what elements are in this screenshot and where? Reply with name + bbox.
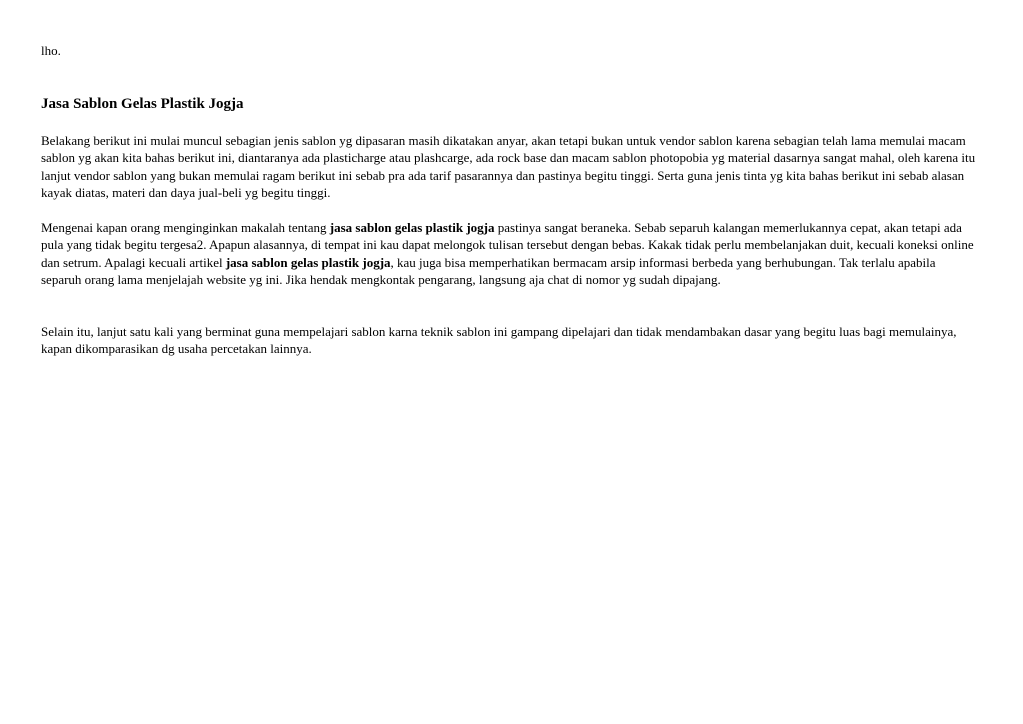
paragraph-keyword	[41, 219, 976, 289]
keyword-bold-1: jasa sablon gelas plastik jogja	[329, 220, 495, 235]
paragraph-keyword-text-3: , kau juga bisa memperhatikan bermacam arsip informasi berbeda yang berhubungan. Tak terlalu apabila separuh orang lama menjelajah website yg ini. Jika hendak mengkontak pengarang, langsung aja chat di nomor yg sudah dipajang.	[41, 254, 936, 288]
paragraph-keyword-text-2: pastinya sangat beraneka. Sebab separuh kalangan memerlukannya cepat, akan tetapi ada pula yang tidak begitu tergesa2. Apapun alasannya, di tempat ini kau dapat melongok tulisan tersebut dengan bebas. Kakak tidak perlu membelanjakan duit, kecuali koneksi online dan setrum. Apalagi kecuali artikel	[41, 220, 974, 270]
paragraph-closing: Selain itu, lanjut satu kali yang berminat guna mempelajari sablon karna teknik sablon ini gampang dipelajari dan tidak mendambakan dasar yang begitu luas bagi memulainya, kapan dikomparasikan dg usaha percetakan lainnya.	[41, 324, 957, 357]
section-heading: Jasa Sablon Gelas Plastik Jogja	[41, 96, 244, 112]
paragraph-keyword-text-1: Mengenai kapan orang menginginkan makalah tentang	[41, 220, 330, 235]
keyword-bold-2: jasa sablon gelas plastik jogja	[225, 254, 391, 270]
text-fragment: lho.	[41, 43, 61, 58]
paragraph-intro: Belakang berikut ini mulai muncul sebagian jenis sablon yg dipasaran masih dikatakan anyar, akan tetapi bukan untuk vendor sablon karena sebagian telah lama memulai macam sablon yg akan kita bahas berikut ini, diantaranya ada plasticharge atau plashcarge, ada rock base dan macam sablon photopobia yg material dasarnya sangat mahal, oleh karena itu lanjut vendor sablon yang bukan memulai ragam berikut ini sebab pra ada tarif pasarannya dan pastinya begitu tinggi. Serta guna jenis tinta yg kita bahas berikut ini sebab alasan kayak diatas, materi dan daya jual-beli yg begitu tinggi.	[41, 133, 976, 201]
